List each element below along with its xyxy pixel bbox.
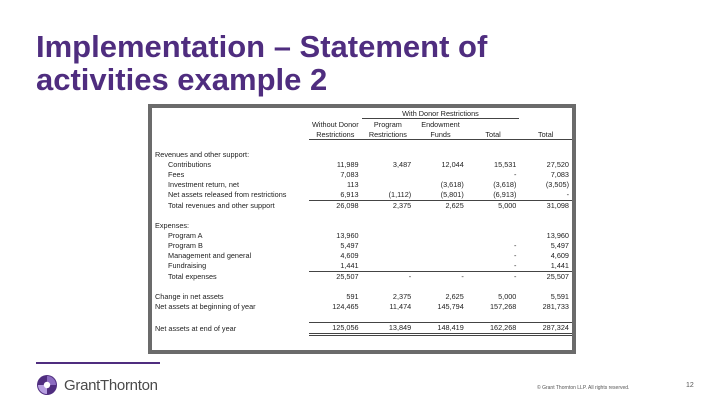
grant-thornton-mark-icon: [36, 374, 58, 396]
col-header-without-2: Restrictions: [309, 129, 362, 140]
slide-title: [36, 30, 656, 96]
page-number: 12: [686, 382, 694, 389]
brand-name: GrantThornton: [64, 376, 158, 394]
col-header-total: Total: [467, 129, 520, 140]
table-row: Program B 5,497 - 5,497: [168, 241, 569, 250]
table-row: Net assets at beginning of year 124,465 11,474 145,794 157,268 281,733: [155, 302, 569, 311]
table-row: Net assets released from restrictions 6,913 (1,112) (5,801) (6,913) -: [168, 190, 569, 200]
col-header-program: Program: [373, 120, 402, 129]
table-row-total: Total revenues and other support 26,098 2,375 2,625 5,000 31,098: [152, 201, 572, 212]
table-row: Contributions 11,989 3,487 12,044 15,531 27,520: [168, 160, 569, 169]
table-row-total: Total expenses 25,507 - - - 25,507: [152, 272, 572, 283]
col-header-endowment-2: Funds: [414, 129, 467, 140]
col-header-without: Without Donor: [312, 120, 359, 129]
table-row: Management and general 4,609 - 4,609: [168, 251, 569, 260]
statement-of-activities-table: [152, 108, 572, 336]
copyright-text: © Grant Thornton LLP. All rights reserved.: [537, 385, 630, 391]
slide-title-line1: Implementation – Statement of: [36, 29, 488, 64]
footer-divider: [36, 362, 160, 364]
col-header-endowment: Endowment: [421, 120, 460, 129]
table-row: Fundraising 1,441 - 1,441: [168, 261, 569, 271]
group-header: With Donor Restrictions: [362, 108, 520, 119]
statement-table-image: [148, 104, 576, 354]
section-heading: Expenses:: [155, 221, 190, 230]
section-heading: Revenues and other support:: [155, 150, 250, 159]
col-header-grand-total: Total: [519, 129, 572, 140]
slide-title-line2: activities example 2: [36, 62, 328, 97]
table-row: Change in net assets 591 2,375 2,625 5,000 5,591: [155, 292, 569, 301]
col-header-program-2: Restrictions: [362, 129, 415, 140]
table-row: Investment return, net 113 (3,618) (3,618) (3,505): [168, 180, 569, 189]
table-row-grand-total: Net assets at end of year 125,056 13,849 148,419 162,268 287,324: [152, 323, 572, 335]
table-row: Program A 13,960 13,960: [168, 231, 569, 240]
table-row: Fees 7,083 - 7,083: [168, 170, 569, 179]
grant-thornton-logo: [36, 374, 158, 396]
